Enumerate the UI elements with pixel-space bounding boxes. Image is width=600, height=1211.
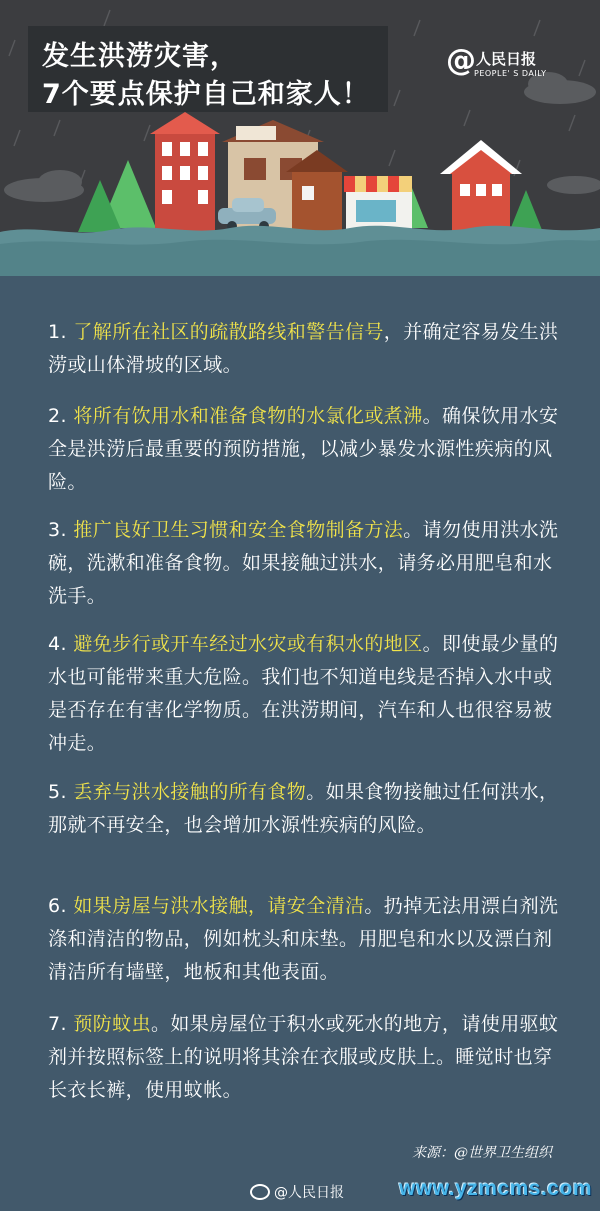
tip-highlight: 预防蚊虫 [73, 1013, 151, 1035]
tip-item-5 [48, 776, 568, 842]
site-watermark: www.yzmcms.com [399, 1177, 592, 1200]
tip-highlight: 了解所在社区的疏散路线和警告信号 [73, 321, 384, 343]
brick-house [150, 112, 220, 232]
brand-english: PEOPLE' S DAILY [474, 69, 547, 78]
tip-highlight: 推广良好卫生习惯和安全食物制备方法 [73, 519, 404, 541]
flood-wave [0, 240, 600, 276]
tip-text: ，并确定容易发生洪涝或山体滑坡的区域。 [48, 321, 559, 376]
tip-text: 。即使最少量的水也可能带来重大危险。我们也不知道电线是否掉入水中或是否存在有害化学物质。在洪涝期间，汽车和人也很容易被冲走。 [48, 633, 559, 754]
tip-number: 5. [48, 781, 67, 803]
page-title-line-1: 发生洪涝灾害， [42, 41, 238, 72]
weibo-handle[interactable] [250, 1182, 344, 1202]
source-credit: 来源：@世界卫生组织 [412, 1145, 552, 1161]
weibo-icon [250, 1184, 270, 1200]
tip-item-4 [48, 628, 568, 760]
tip-highlight: 丢弃与洪水接触的所有食物 [73, 781, 307, 803]
tip-number: 1. [48, 321, 67, 343]
tip-number: 7. [48, 1013, 67, 1035]
page-title-line-2: 7个要点保护自己和家人！ [42, 79, 370, 110]
tip-number: 3. [48, 519, 67, 541]
tip-item-3 [48, 514, 568, 613]
at-icon: @ [446, 43, 476, 78]
tip-number: 4. [48, 633, 67, 655]
tip-item-1 [48, 316, 568, 382]
brand-name: 人民日报 [476, 50, 537, 68]
tip-item-6 [48, 890, 568, 989]
tip-text: 。确保饮用水安全是洪涝后最重要的预防措施，以减少暴发水源性疾病的风险。 [48, 405, 559, 493]
tip-highlight: 将所有饮用水和准备食物的水氯化或煮沸 [73, 405, 423, 427]
tip-text: 。如果房屋位于积水或死水的地方，请使用驱蚊剂并按照标签上的说明将其涂在衣服或皮肤上。睡觉时也穿长衣长裤，使用蚊帐。 [48, 1013, 559, 1101]
tip-number: 2. [48, 405, 67, 427]
tip-highlight: 如果房屋与洪水接触，请安全清洁 [73, 895, 365, 917]
shop [344, 176, 412, 232]
tip-text: 。扔掉无法用漂白剂洗涤和清洁的物品，例如枕头和床垫。用肥皂和水以及漂白剂清洁所有墙壁，地板和其他表面。 [48, 895, 559, 983]
tip-item-2 [48, 400, 568, 499]
tip-text: 。请勿使用洪水洗碗，洗漱和准备食物。如果接触过洪水，请务必用肥皂和水洗手。 [48, 519, 559, 607]
weibo-label: @人民日报 [274, 1185, 344, 1201]
tip-number: 6. [48, 895, 67, 917]
tip-text: 。如果食物接触过任何洪水，那就不再安全，也会增加水源性疾病的风险。 [48, 781, 559, 836]
tip-highlight: 避免步行或开车经过水灾或有积水的地区 [73, 633, 423, 655]
tip-item-7 [48, 1008, 568, 1107]
